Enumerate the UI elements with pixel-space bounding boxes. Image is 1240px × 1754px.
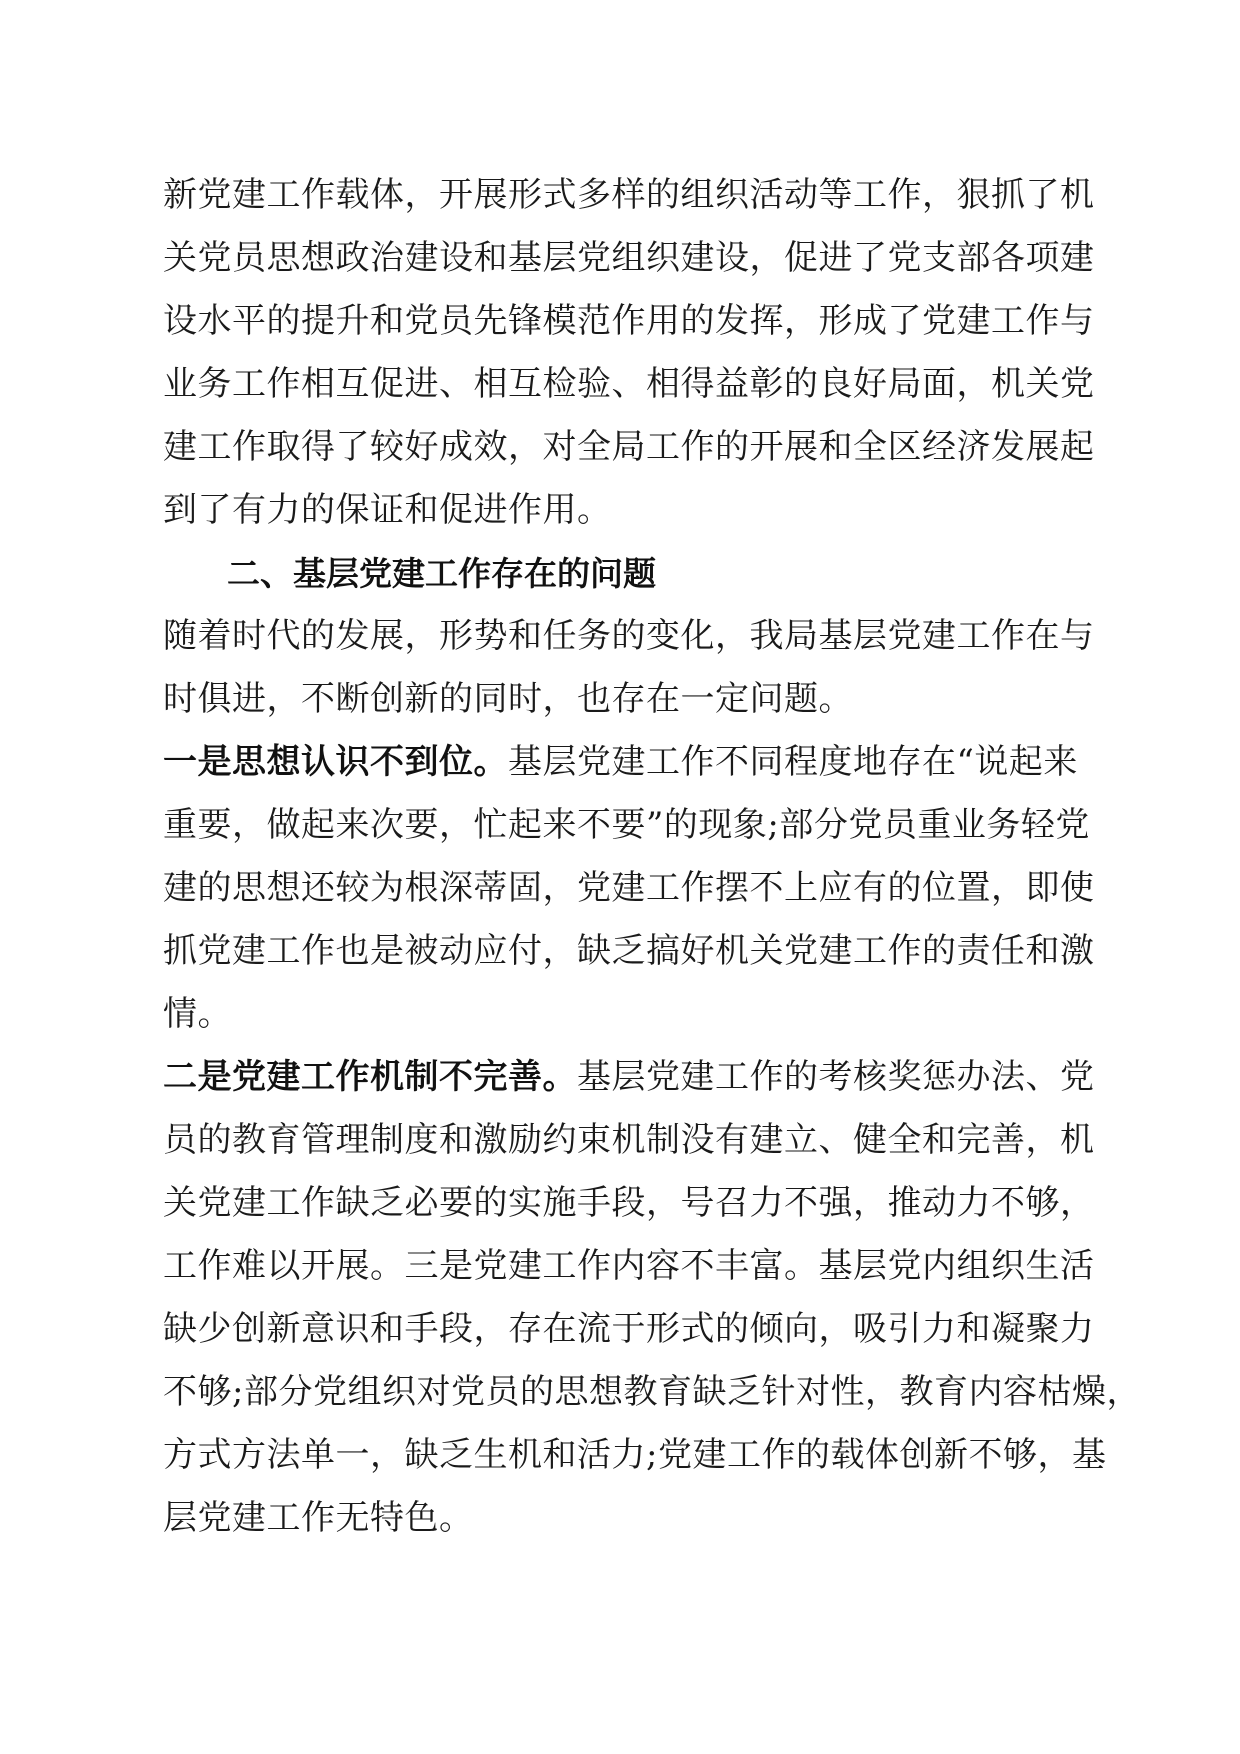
- point-lead: 二是党建工作机制不完善。: [163, 1057, 577, 1097]
- text-line: 到了有力的保证和促进作用。: [163, 490, 612, 530]
- text-line: 关党建工作缺乏必要的实施手段，号召力不强，推动力不够，: [163, 1183, 1095, 1223]
- text-line: 关党员思想政治建设和基层党组织建设，促进了党支部各项建: [163, 238, 1095, 278]
- text-line: 工作难以开展。三是党建工作内容不丰富。基层党内组织生活: [163, 1246, 1095, 1286]
- text-line: 随着时代的发展，形势和任务的变化，我局基层党建工作在与: [163, 616, 1095, 656]
- text-line: 新党建工作载体，开展形式多样的组织活动等工作，狠抓了机: [163, 175, 1095, 215]
- paragraph-achievements: [163, 164, 1103, 542]
- section-heading: 二、基层党建工作存在的问题: [227, 554, 656, 593]
- text-line: 情。: [163, 994, 232, 1034]
- text-line: 建的思想还较为根深蒂固，党建工作摆不上应有的位置，即使: [163, 868, 1095, 908]
- text-line: [163, 731, 1103, 794]
- text-line: 不够;部分党组织对党员的思想教育缺乏针对性，教育内容枯燥，: [163, 1372, 1141, 1412]
- text-line: 重要，做起来次要，忙起来不要”的现象;部分党员重业务轻党: [163, 805, 1090, 845]
- point-text: 基层党建工作不同程度地存在“说起来: [508, 742, 1078, 782]
- paragraph-intro: [163, 605, 1103, 731]
- text-line: 设水平的提升和党员先锋模范作用的发挥，形成了党建工作与: [163, 301, 1095, 341]
- text-line: 时俱进，不断创新的同时，也存在一定问题。: [163, 679, 853, 719]
- text-line: [163, 1046, 1103, 1109]
- point-text: 基层党建工作的考核奖惩办法、党: [577, 1057, 1095, 1097]
- text-line: 抓党建工作也是被动应付，缺乏搞好机关党建工作的责任和激: [163, 931, 1095, 971]
- document-body: [163, 164, 1141, 1550]
- paragraph-point-2: [163, 1046, 1141, 1550]
- text-line: 业务工作相互促进、相互检验、相得益彰的良好局面，机关党: [163, 364, 1095, 404]
- text-line: 员的教育管理制度和激励约束机制没有建立、健全和完善，机: [163, 1120, 1095, 1160]
- text-line: 建工作取得了较好成效，对全局工作的开展和全区经济发展起: [163, 427, 1095, 467]
- text-line: 方式方法单一，缺乏生机和活力;党建工作的载体创新不够，基: [163, 1435, 1107, 1475]
- text-line: 缺少创新意识和手段，存在流于形式的倾向，吸引力和凝聚力: [163, 1309, 1095, 1349]
- text-line: 层党建工作无特色。: [163, 1498, 474, 1538]
- point-lead: 一是思想认识不到位。: [163, 742, 508, 782]
- paragraph-point-1: [163, 731, 1103, 1046]
